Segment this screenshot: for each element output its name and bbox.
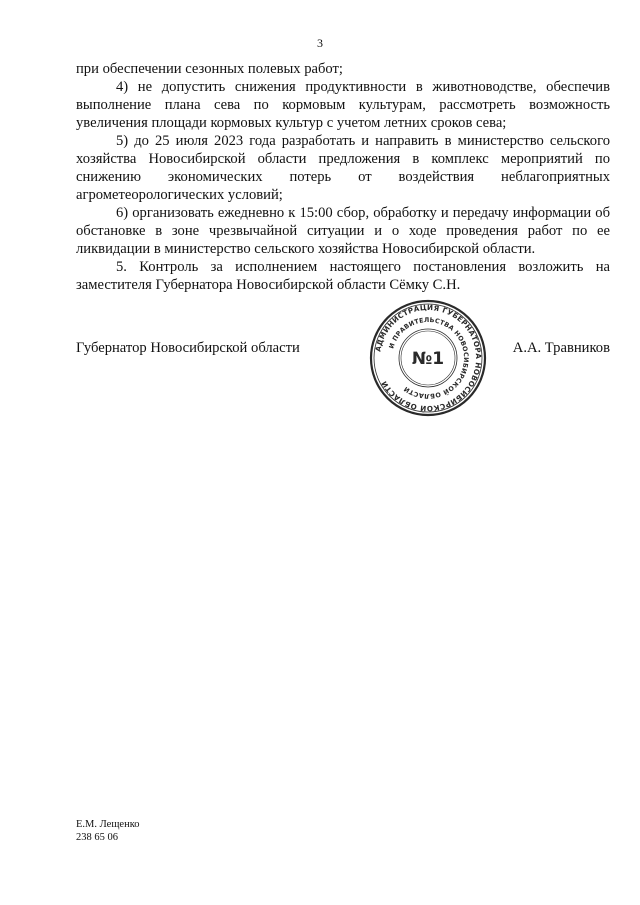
official-seal-stamp	[368, 298, 488, 418]
seal-outer-text: АДМИНИСТРАЦИЯ ГУБЕРНАТОРА НОВОСИБИРСКОЙ ОБЛАСТИ	[373, 302, 484, 414]
signature-block	[76, 340, 610, 360]
paragraph-item-4: 4) не допустить снижения продуктивности в животноводстве, обеспечив выполнение плана сева по кормовым культурам, рассмотреть возможность увеличения площади кормовых культур с учетом летних сроков сева;	[76, 79, 610, 131]
executor-name: Е.М. Лещенко	[76, 819, 140, 830]
document-body	[76, 60, 610, 294]
paragraph-control: 5. Контроль за исполнением настоящего постановления возложить на заместителя Губернатора Новосибирской области Сёмку С.Н.	[76, 259, 610, 293]
seal-inner-text: И ПРАВИТЕЛЬСТВА НОВОСИБИРСКОЙ ОБЛАСТИ	[387, 315, 471, 401]
page-number: 3	[317, 36, 323, 50]
signatory-title: Губернатор Новосибирской области	[76, 340, 300, 356]
paragraph-item-5: 5) до 25 июля 2023 года разработать и направить в министерство сельского хозяйства Новосибирской области предложения в комплекс мероприятий по снижению экономических потерь от воздействия неблагоприятных агрометеорологических условий;	[76, 133, 610, 203]
seal-number: №1	[411, 349, 445, 369]
paragraph-intro: при обеспечении сезонных полевых работ;	[76, 61, 343, 77]
executor-phone: 238 65 06	[76, 832, 118, 843]
signatory-name: А.А. Травников	[512, 340, 610, 356]
footer-contact	[76, 818, 140, 844]
paragraph-item-6: 6) организовать ежедневно к 15:00 сбор, обработку и передачу информации об обстановке в зоне чрезвычайной ситуации и о ходе проведения работ по ее ликвидации в министерство сельского хозяйства Новосибирской области.	[76, 205, 610, 257]
